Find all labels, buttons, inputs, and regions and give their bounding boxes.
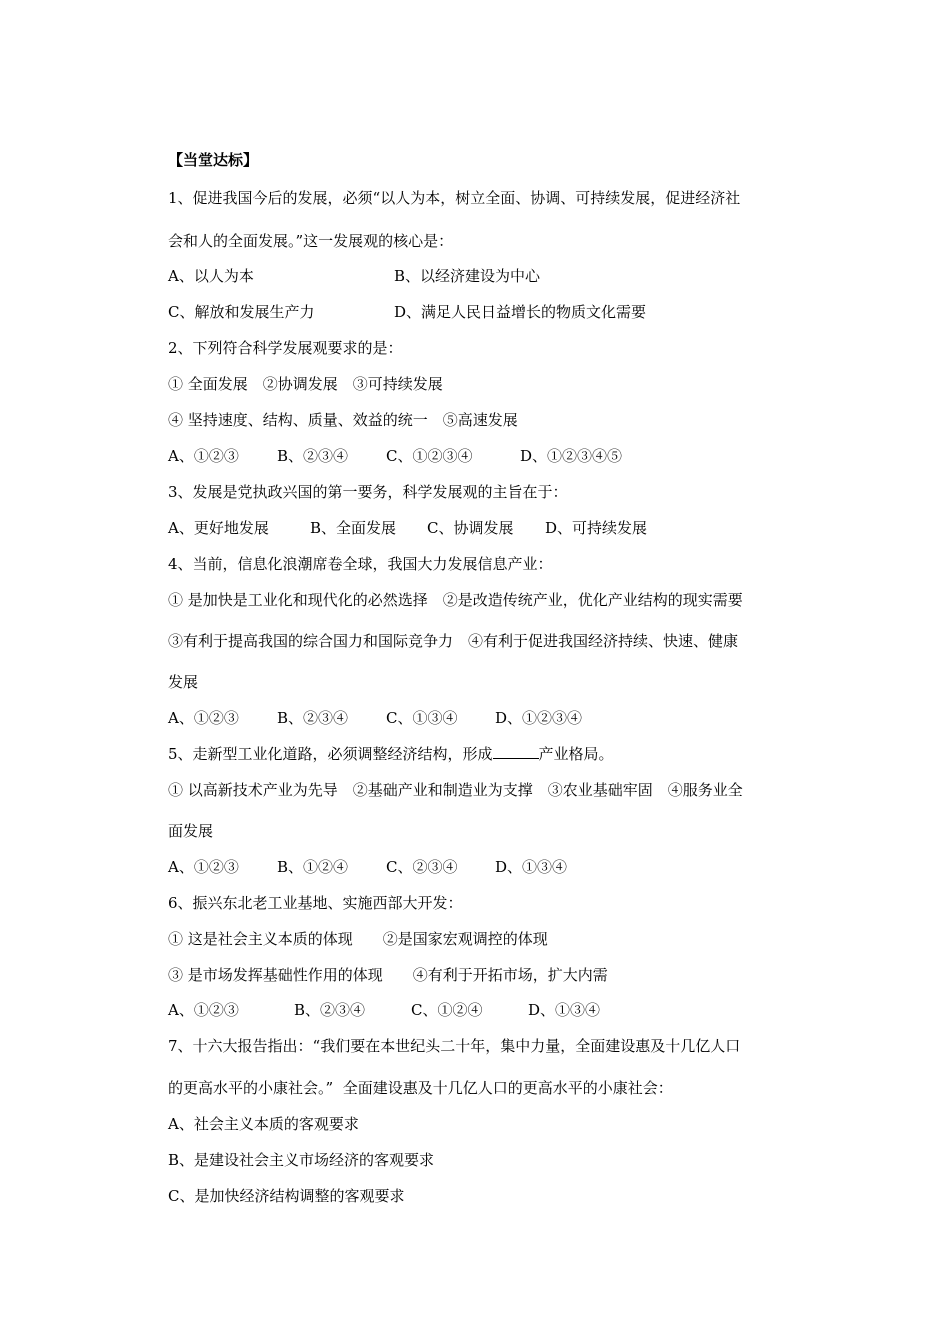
q4-items-line1: ① 是加快是工业化和现代化的必然选择 ②是改造传统产业，优化产业结构的现实需要 <box>168 591 743 609</box>
q2-option-c: C、①②③④ <box>386 447 473 465</box>
q1-option-b: B、以经济建设为中心 <box>394 267 541 285</box>
q2-stem: 2、下列符合科学发展观要求的是： <box>168 339 403 357</box>
q7-option-c: C、是加快经济结构调整的客观要求 <box>168 1187 405 1205</box>
fill-in-blank <box>493 744 539 759</box>
q4-items-line3: 发展 <box>168 673 199 691</box>
section-title: 【当堂达标】 <box>168 151 259 169</box>
q2-items-line2: ④ 坚持速度、结构、质量、效益的统一 ⑤高速发展 <box>168 411 518 429</box>
q6-stem: 6、振兴东北老工业基地、实施西部大开发： <box>168 894 463 912</box>
q6-items-line1: ① 这是社会主义本质的体现 ②是国家宏观调控的体现 <box>168 930 548 948</box>
q3-option-d: D、可持续发展 <box>545 519 648 537</box>
q7-stem-line2: 的更高水平的小康社会。” 全面建设惠及十几亿人口的更高水平的小康社会： <box>168 1079 673 1097</box>
q5-stem-after: 产业格局。 <box>538 745 614 763</box>
q7-option-a: A、社会主义本质的客观要求 <box>168 1115 359 1133</box>
q5-option-a: A、①②③ <box>168 858 239 876</box>
q1-option-a: A、以人为本 <box>168 267 254 285</box>
q4-option-d: D、①②③④ <box>495 709 583 727</box>
q4-option-a: A、①②③ <box>168 709 239 727</box>
q1-option-d: D、满足人民日益增长的物质文化需要 <box>394 303 647 321</box>
q5-items-line2: 面发展 <box>168 822 214 840</box>
q3-option-b: B、全面发展 <box>310 519 397 537</box>
q7-stem-line1: 7、十六大报告指出：“我们要在本世纪头二十年，集中力量，全面建设惠及十几亿人口 <box>168 1037 741 1055</box>
q6-option-c: C、①②④ <box>411 1001 483 1019</box>
q5-option-d: D、①③④ <box>495 858 568 876</box>
q4-option-b: B、②③④ <box>277 709 349 727</box>
q1-stem-line2: 会和人的全面发展。”这一发展观的核心是： <box>168 232 454 250</box>
q6-option-b: B、②③④ <box>294 1001 366 1019</box>
q6-option-a: A、①②③ <box>168 1001 239 1019</box>
q3-option-c: C、协调发展 <box>427 519 514 537</box>
q4-option-c: C、①③④ <box>386 709 458 727</box>
q1-stem-line1: 1、促进我国今后的发展，必须“以人为本，树立全面、协调、可持续发展，促进经济社 <box>168 189 741 207</box>
q6-items-line2: ③ 是市场发挥基础性作用的体现 ④有利于开拓市场，扩大内需 <box>168 966 608 984</box>
q2-option-d: D、①②③④⑤ <box>520 447 623 465</box>
q4-items-line2: ③有利于提高我国的综合国力和国际竞争力 ④有利于促进我国经济持续、快速、健康 <box>168 632 739 650</box>
q3-option-a: A、更好地发展 <box>168 519 269 537</box>
q7-option-b: B、是建设社会主义市场经济的客观要求 <box>168 1151 435 1169</box>
q1-option-c: C、解放和发展生产力 <box>168 303 315 321</box>
q6-option-d: D、①③④ <box>528 1001 601 1019</box>
q5-items-line1: ① 以高新技术产业为先导 ②基础产业和制造业为支撑 ③农业基础牢固 ④服务业全 <box>168 781 743 799</box>
q5-stem <box>168 744 614 764</box>
q5-option-c: C、②③④ <box>386 858 458 876</box>
q2-option-a: A、①②③ <box>168 447 239 465</box>
q2-option-b: B、②③④ <box>277 447 349 465</box>
q4-stem: 4、当前，信息化浪潮席卷全球，我国大力发展信息产业： <box>168 555 553 573</box>
q5-stem-before: 5、走新型工业化道路，必须调整经济结构，形成 <box>168 745 493 763</box>
q5-option-b: B、①②④ <box>277 858 349 876</box>
q3-stem: 3、发展是党执政兴国的第一要务，科学发展观的主旨在于： <box>168 483 568 501</box>
q2-items-line1: ① 全面发展 ②协调发展 ③可持续发展 <box>168 375 443 393</box>
